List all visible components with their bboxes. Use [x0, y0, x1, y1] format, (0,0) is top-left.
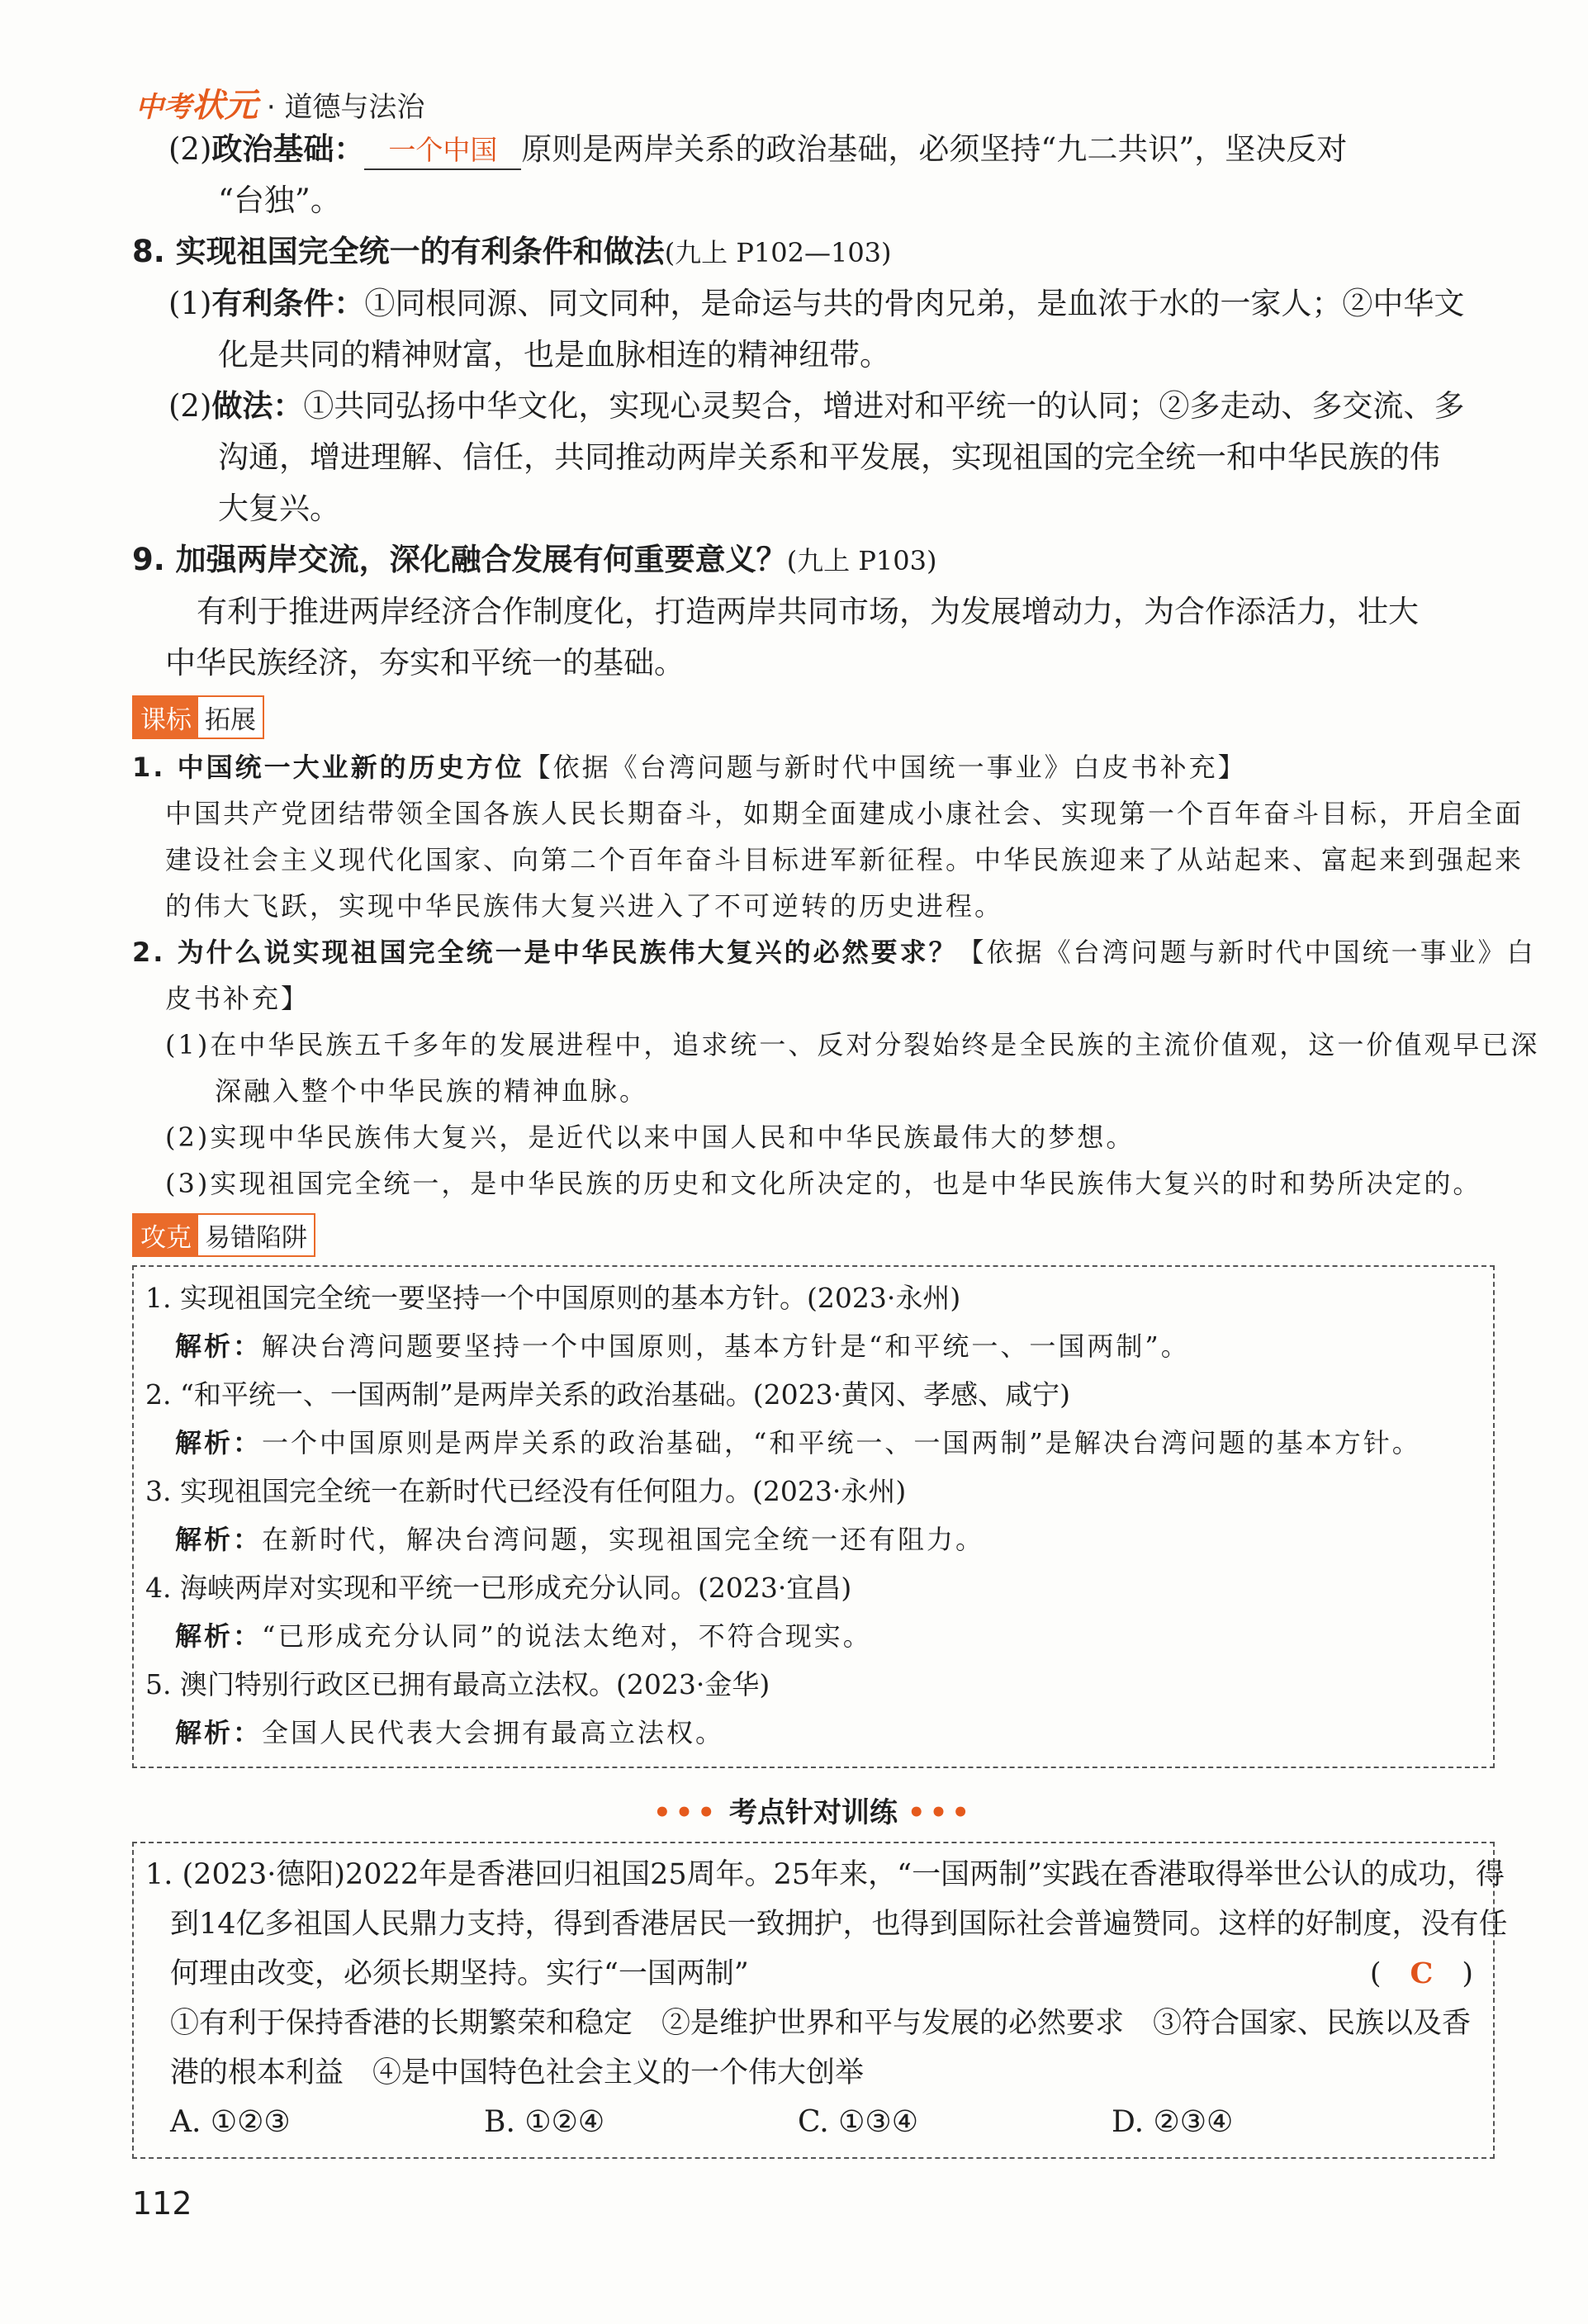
q9-answer-cont: 中华民族经济，夯实和平统一的基础。 [165, 645, 685, 681]
statement-list: ①有利于保持香港的长期繁荣和稳定 ②是维护世界和平与发展的必然要求 ③符合国家、民族以及香 [170, 2007, 1472, 2040]
kebiao-p2-item1-cont: 深融入整个中华民族的精神血脉。 [215, 1075, 649, 1107]
option-b: B. ①②④ [484, 2105, 605, 2139]
trap-analysis: 解析：“已形成充分认同”的说法太绝对，不符合现实。 [175, 1620, 872, 1652]
header-separator: · [266, 91, 276, 124]
kebiao-p1-heading: 1. 中国统一大业新的历史方位【依据《台湾问题与新时代中国统一事业》白皮书补充】 [132, 752, 1247, 783]
answer-choice: C [1410, 1956, 1434, 1990]
header-subject: 道德与法治 [284, 91, 425, 124]
running-header [135, 79, 424, 126]
q7-item2-cont: “台独”。 [218, 183, 341, 218]
fill-blank-answer: 一个中国 [364, 132, 521, 170]
trap-statement: 1. 实现祖国完全统一要坚持一个中国原则的基本方针。(2023·永州) [145, 1282, 961, 1314]
error-trap-box [132, 1265, 1495, 1768]
kebiao-p2-item3: (3)实现祖国完全统一，是中华民族的历史和文化所决定的，也是中华民族伟大复兴的时和势所决定的。 [165, 1168, 1482, 1199]
option-c: C. ①③④ [798, 2105, 918, 2139]
exercise-title: ••• 考点针对训练 ••• [652, 1796, 974, 1829]
trap-analysis: 解析：全国人民代表大会拥有最高立法权。 [175, 1717, 725, 1748]
trap-statement: 4. 海峡两岸对实现和平统一已形成充分认同。(2023·宜昌) [145, 1572, 852, 1604]
main-content [132, 124, 1540, 2159]
trap-analysis: 解析：一个中国原则是两岸关系的政治基础，“和平统一、一国两制”是解决台湾问题的基本方针。 [175, 1427, 1421, 1458]
kebiao-p1-line: 建设社会主义现代化国家、向第二个百年奋斗目标进军新征程。中华民族迎来了从站起来、富起来到强起来 [165, 844, 1524, 875]
question-stem: 何理由改变，必须长期坚持。实行“一国两制” ( C ) [145, 1949, 1481, 1999]
q8-item1: (1)有利条件：①同根同源、同文同种，是命运与共的骨肉兄弟，是血浓于水的一家人；②中华文 [168, 286, 1465, 321]
trap-statement: 2. “和平统一、一国两制”是两岸关系的政治基础。(2023·黄冈、孝感、咸宁) [145, 1378, 1070, 1411]
q8-item2: (2)做法：①共同弘扬中华文化，实现心灵契合，增进对和平统一的认同；②多走动、多交流、多 [168, 388, 1465, 424]
q8-item2-cont2: 大复兴。 [218, 491, 340, 526]
q8-item2-cont: 沟通，增进理解、信任，共同推动两岸关系和平发展，实现祖国的完全统一和中华民族的伟 [218, 439, 1440, 475]
exercise-box [132, 1842, 1508, 2159]
option-d: D. ②③④ [1112, 2105, 1234, 2139]
q8-heading: 8. 实现祖国完全统一的有利条件和做法(九上 P102—103) [132, 234, 892, 269]
q8-item1-cont: 化是共同的精神财富，也是血脉相连的精神纽带。 [218, 337, 890, 372]
page-number: 112 [132, 2185, 192, 2222]
brand-logo: 中考状元 [135, 87, 258, 125]
q9-answer: 有利于推进两岸经济合作制度化，打造两岸共同市场，为发展增动力，为合作添活力，壮大 [197, 594, 1419, 629]
trap-statement: 3. 实现祖国完全统一在新时代已经没有任何阻力。(2023·永州) [145, 1475, 907, 1507]
question-stem: 到14亿多祖国人民鼎力支持，得到香港居民一致拥护，也得到国际社会普遍赞同。这样的好制度，没有任 [170, 1908, 1508, 1941]
option-a: A. ①②③ [170, 2105, 291, 2139]
q9-heading: 9. 加强两岸交流，深化融合发展有何重要意义？(九上 P103) [132, 542, 937, 577]
kebiao-p1-line: 中国共产党团结带领全国各族人民长期奋斗，如期全面建成小康社会、实现第一个百年奋斗目标，开启全面 [165, 798, 1524, 829]
trap-analysis: 解析：解决台湾问题要坚持一个中国原则，基本方针是“和平统一、一国两制”。 [175, 1330, 1190, 1362]
trap-statement: 5. 澳门特别行政区已拥有最高立法权。(2023·金华) [145, 1668, 770, 1700]
answer-bracket: ( C ) [1369, 1956, 1473, 1990]
kebiao-p1-line: 的伟大飞跃，实现中华民族伟大复兴进入了不可逆转的历史进程。 [165, 890, 1004, 922]
section-tag-kebiao: 课标 拓展 [132, 695, 264, 739]
answer-options [145, 2098, 1481, 2147]
q7-item2: (2)政治基础： 一个中国 原则是两岸关系的政治基础，必须坚持“九二共识”，坚决反对 [132, 124, 1495, 175]
kebiao-p2-item2: (2)实现中华民族伟大复兴，是近代以来中国人民和中华民族最伟大的梦想。 [165, 1122, 1135, 1153]
kebiao-p2-heading: 2. 为什么说实现祖国完全统一是中华民族伟大复兴的必然要求？【依据《台湾问题与新时代中国统一事业》白 [132, 937, 1536, 968]
statement-list: 港的根本利益 ④是中国特色社会主义的一个伟大创举 [170, 2056, 865, 2089]
question-stem: 1. (2023·德阳)2022年是香港回归祖国25周年。25年来，“一国两制”实践在香港取得举世公认的成功，得 [145, 1858, 1505, 1891]
trap-analysis: 解析：在新时代，解决台湾问题，实现祖国完全统一还有阻力。 [175, 1524, 985, 1555]
kebiao-p2-ref-cont: 皮书补充】 [165, 983, 310, 1014]
kebiao-p2-item1: (1)在中华民族五千多年的发展进程中，追求统一、反对分裂始终是全民族的主流价值观，这一价值观早已深 [165, 1029, 1540, 1060]
section-tag-gongke: 攻克 易错陷阱 [132, 1213, 315, 1257]
